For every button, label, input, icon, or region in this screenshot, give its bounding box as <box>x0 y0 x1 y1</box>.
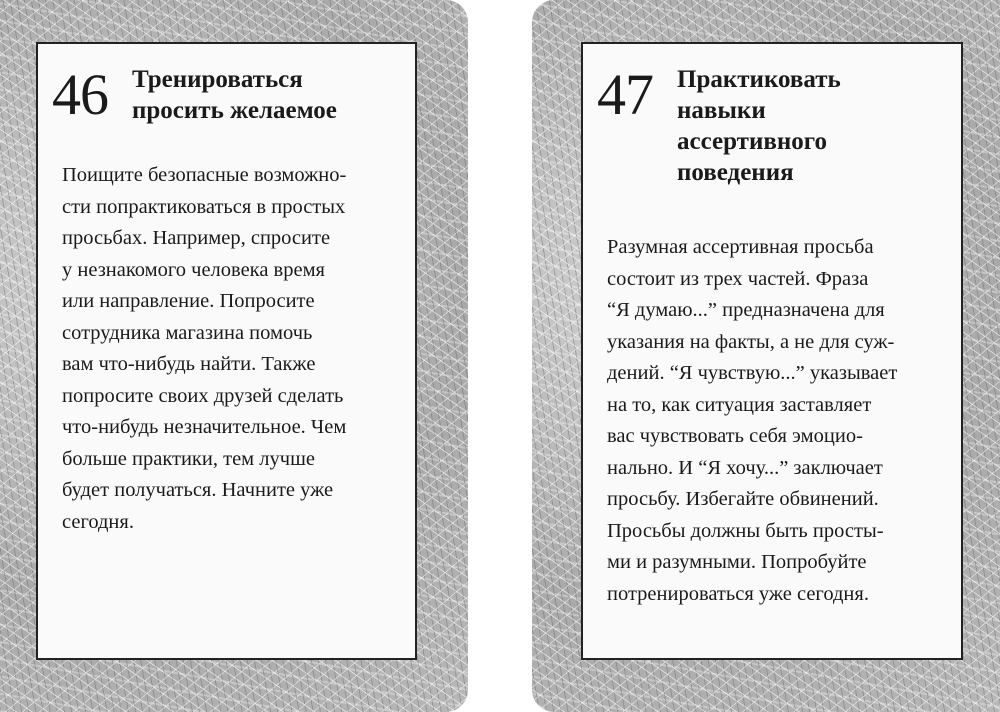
card-47 <box>532 0 1000 712</box>
body-line: на то, как ситуация заставляет <box>607 393 872 416</box>
body-line: будет получаться. Начните уже <box>62 479 334 501</box>
title-line: просить желаемое <box>132 97 337 124</box>
title-line: ассертивного <box>677 128 827 155</box>
body-line: дений. “Я чувствую...” указывает <box>607 362 898 384</box>
title-line: Практиковать <box>677 66 841 93</box>
card-body <box>607 232 951 610</box>
title-line: поведения <box>677 159 794 186</box>
body-line: состоит из трех частей. Фраза <box>607 267 869 290</box>
body-line: попросите своих друзей сделать <box>62 384 344 407</box>
body-line: ми и разумными. Попробуйте <box>607 551 867 573</box>
body-line: Просьбы должны быть просты- <box>607 519 884 542</box>
card-46 <box>0 0 468 712</box>
body-line: у незнакомого человека время <box>62 258 325 281</box>
body-line: нально. И “Я хочу...” заключает <box>607 456 883 479</box>
card-number: 46 <box>52 62 108 127</box>
body-line: или направление. Попросите <box>62 290 315 312</box>
card-title <box>677 64 947 188</box>
body-line: вам что-нибудь найти. Также <box>62 353 316 375</box>
body-line: вас чувствовать себя эмоцио- <box>607 425 863 447</box>
body-line: сегодня. <box>62 510 134 533</box>
card-panel <box>581 42 963 660</box>
title-line: навыки <box>677 97 766 124</box>
body-line: просьбу. Избегайте обвинений. <box>607 488 879 510</box>
body-line: сти попрактиковаться в простых <box>62 195 346 218</box>
body-line: Разумная ассертивная просьба <box>607 236 874 258</box>
body-line: потренироваться уже сегодня. <box>607 582 869 605</box>
body-line: сотрудника магазина помочь <box>62 321 313 344</box>
title-line: Тренироваться <box>132 66 303 93</box>
card-body <box>62 160 405 538</box>
card-number: 47 <box>597 62 653 127</box>
card-title <box>132 64 412 126</box>
body-line: указания на факты, а не для суж- <box>607 330 895 353</box>
body-line: больше практики, тем лучше <box>62 447 315 470</box>
body-line: “Я думаю...” предназначена для <box>607 299 885 321</box>
card-panel <box>36 42 417 660</box>
body-line: что-нибудь незначительное. Чем <box>62 416 347 438</box>
body-line: просьбах. Например, спросите <box>62 227 331 249</box>
body-line: Поищите безопасные возможно- <box>62 164 347 186</box>
